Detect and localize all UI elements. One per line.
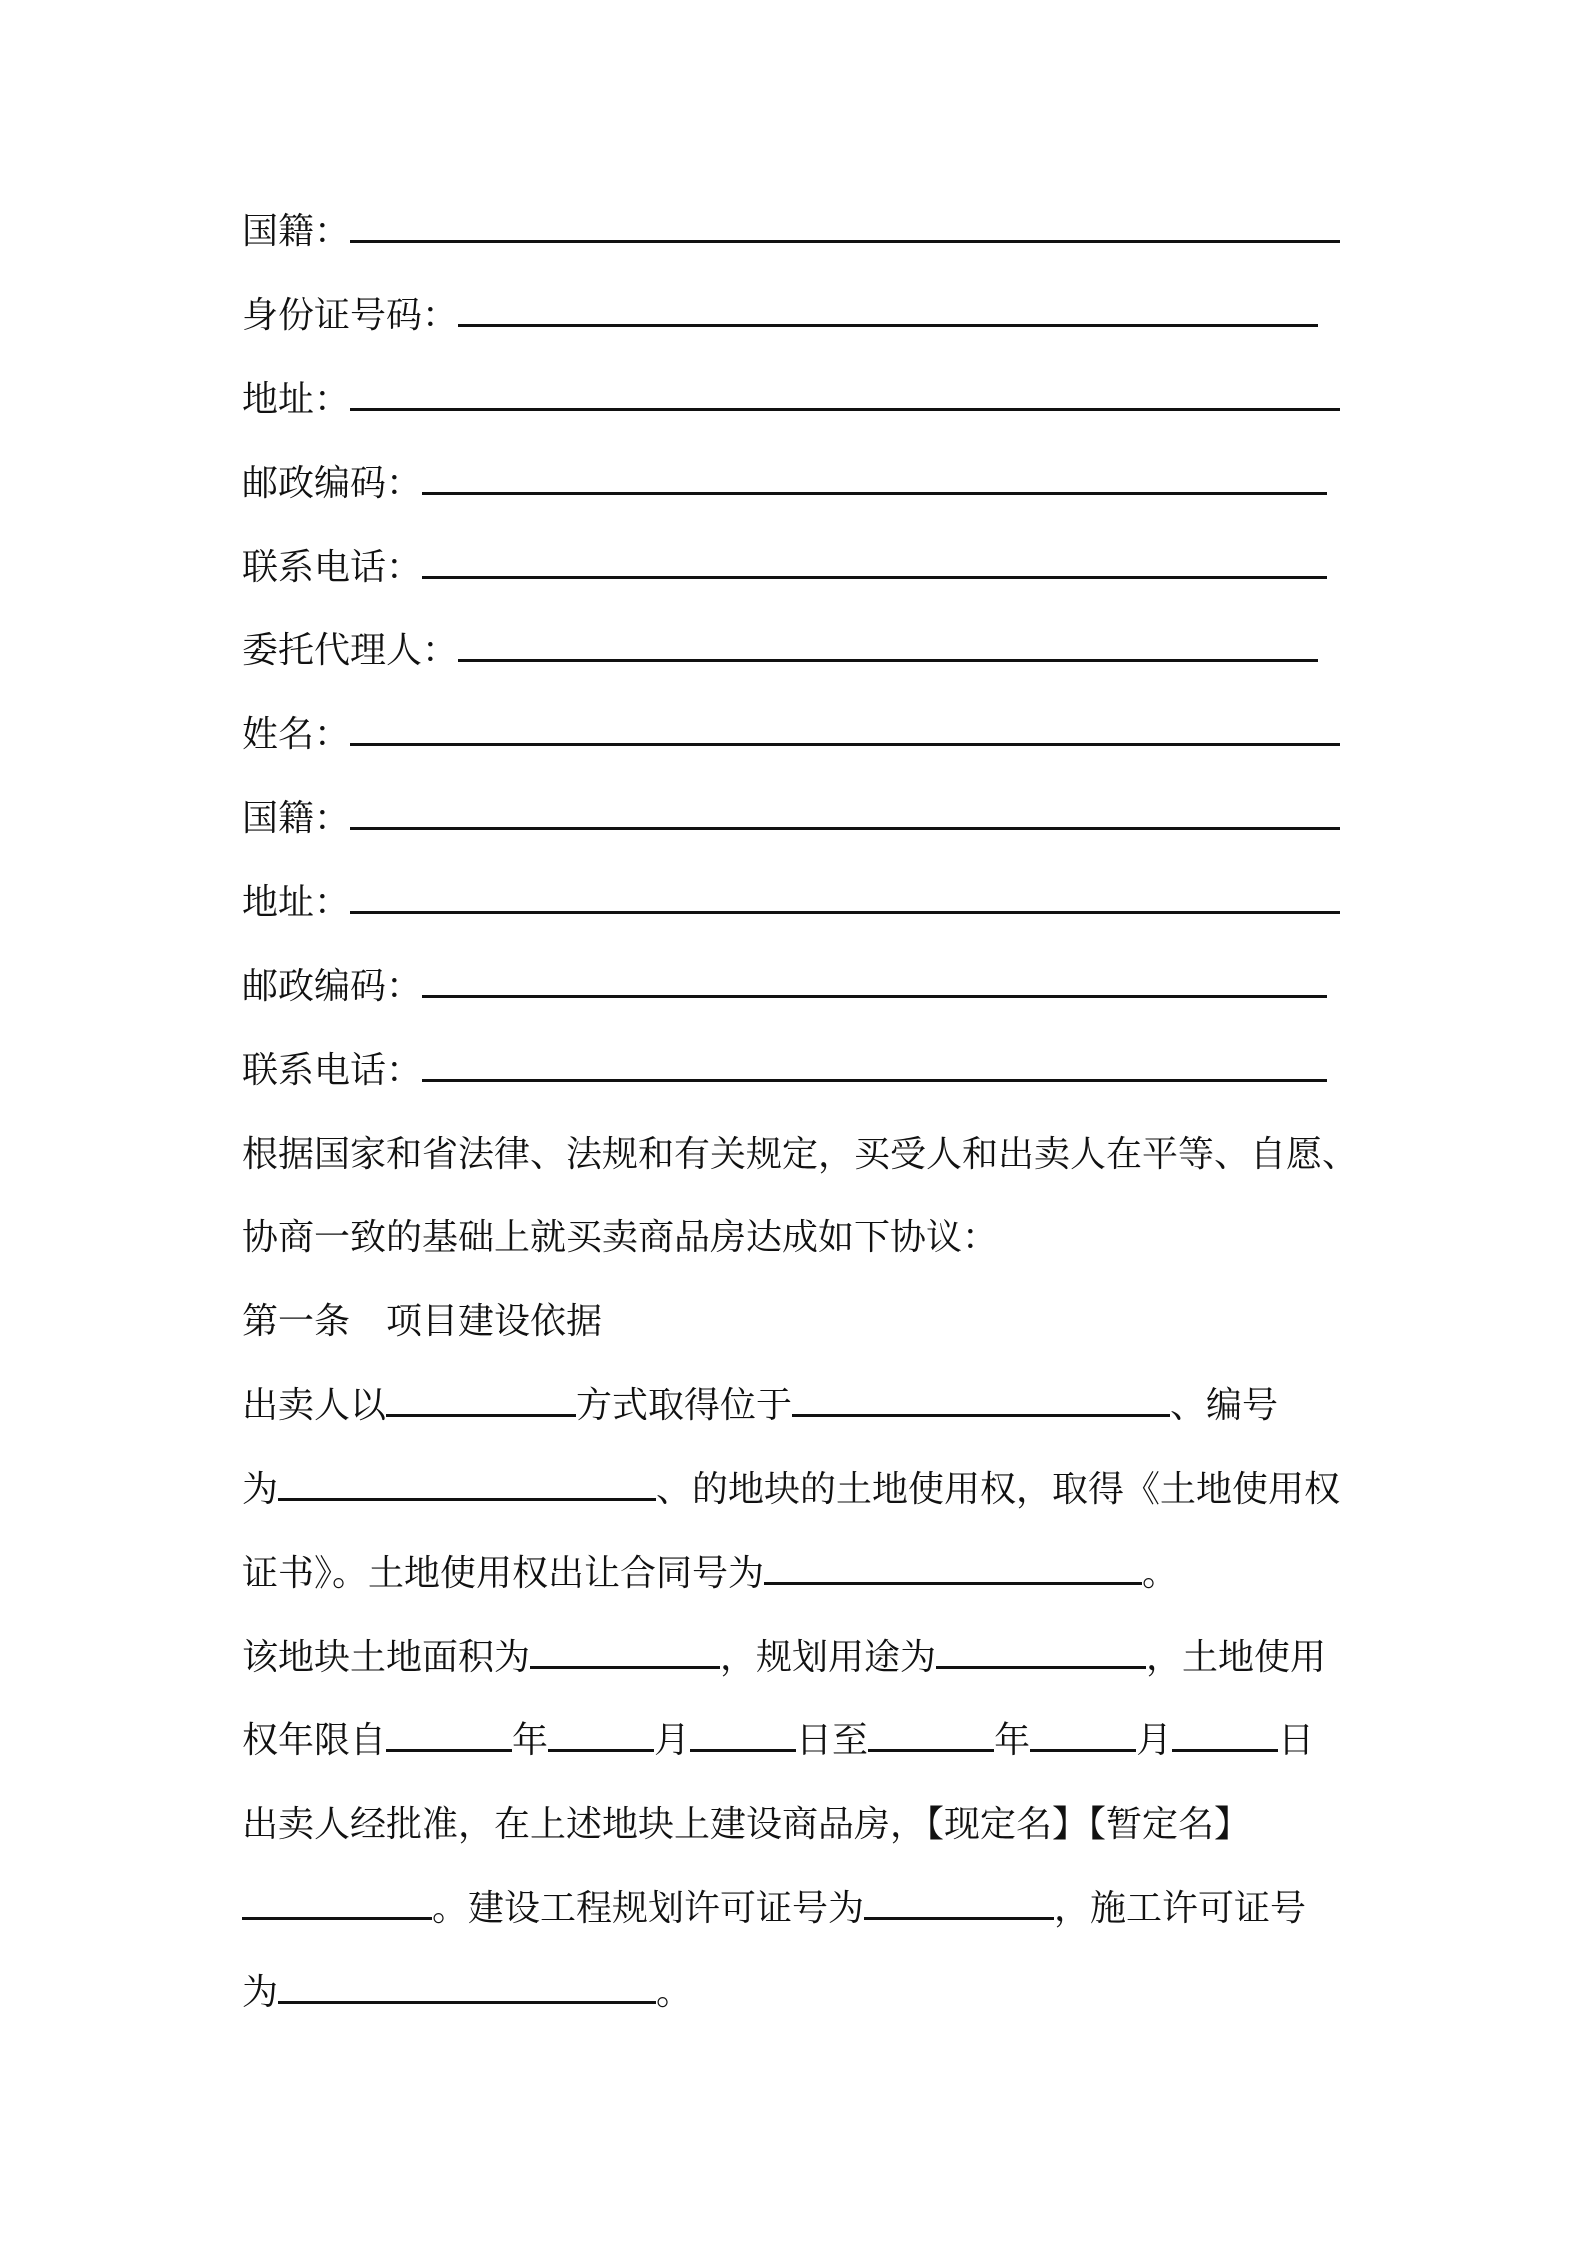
field-id-number [242,292,1318,340]
fill-blank[interactable] [278,1468,656,1501]
paragraph-line-1 [242,1382,1278,1430]
fill-blank[interactable] [864,1887,1054,1920]
paragraph-line-7 [242,1885,1306,1933]
field-label: 国籍： [242,211,351,252]
fill-blank[interactable] [458,294,1318,327]
text-segment: 。 [656,1972,693,2013]
intro-line-2: 协商一致的基础上就买卖商品房达成如下协议： [242,1217,999,1258]
field-postal-code [242,460,1327,508]
text-segment: 日至 [796,1720,869,1761]
paragraph-line-8 [242,1969,692,2017]
text-segment: ，施工许可证号 [1054,1888,1307,1929]
field-label: 地址： [242,882,351,923]
fill-blank[interactable] [242,1887,432,1920]
field-phone-2 [242,1047,1327,1095]
text-segment: 权年限自 [242,1720,387,1761]
fill-blank[interactable] [350,378,1340,411]
intro-line-1: 根据国家和省法律、法规和有关规定，买受人和出卖人在平等、自愿、 [242,1134,1359,1175]
fill-blank[interactable] [422,965,1327,998]
text-segment: 出卖人以 [242,1385,387,1426]
text-segment: 该地块土地面积为 [242,1637,531,1678]
field-nationality [242,208,1340,256]
field-postal-code-2 [242,963,1327,1011]
fill-blank[interactable] [548,1719,654,1752]
text-segment: 、的地块的土地使用权，取得《土地使用权 [656,1469,1341,1510]
fill-blank[interactable] [350,881,1340,914]
text-segment: 月 [654,1720,691,1761]
fill-blank[interactable] [350,210,1340,243]
fill-blank[interactable] [1030,1719,1136,1752]
field-label: 地址： [242,379,351,420]
text-segment: 。 [1142,1553,1179,1594]
text-segment: 为 [242,1972,279,2013]
field-agent [242,627,1318,675]
field-nationality-2 [242,795,1340,843]
fill-blank[interactable] [764,1552,1142,1585]
text-segment: ，规划用途为 [720,1637,937,1678]
fill-blank[interactable] [422,462,1327,495]
paragraph-line-6: 出卖人经批准，在上述地块上建设商品房，【现定名】【暂定名】 [242,1804,1251,1845]
paragraph-line-4 [242,1634,1326,1682]
fill-blank[interactable] [530,1636,720,1669]
field-label: 联系电话： [242,1050,423,1091]
fill-blank[interactable] [386,1384,576,1417]
fill-blank[interactable] [278,1971,656,2004]
fill-blank[interactable] [792,1384,1170,1417]
fill-blank[interactable] [350,713,1340,746]
fill-blank[interactable] [936,1636,1146,1669]
text-segment: 证书》。土地使用权出让合同号为 [242,1553,765,1594]
text-segment: 。建设工程规划许可证号为 [432,1888,865,1929]
fill-blank[interactable] [386,1719,512,1752]
field-label: 国籍： [242,798,351,839]
paragraph-line-3 [242,1550,1178,1598]
paragraph-line-2 [242,1466,1340,1514]
text-segment: 月 [1136,1720,1173,1761]
fill-blank[interactable] [458,629,1318,662]
text-segment: 为 [242,1469,279,1510]
text-segment: 年 [512,1720,549,1761]
fill-blank[interactable] [422,546,1327,579]
fill-blank[interactable] [690,1719,796,1752]
paragraph-line-5 [242,1717,1314,1765]
fill-blank[interactable] [1172,1719,1278,1752]
text-segment: 年 [994,1720,1031,1761]
field-label: 邮政编码： [242,463,423,504]
field-address-2 [242,879,1340,927]
text-segment: 、编号 [1170,1385,1279,1426]
article-1-heading: 第一条 项目建设依据 [242,1301,603,1342]
field-label: 邮政编码： [242,966,423,1007]
text-segment: 日 [1278,1720,1315,1761]
field-label: 身份证号码： [242,295,459,336]
field-name [242,711,1340,759]
fill-blank[interactable] [868,1719,994,1752]
fill-blank[interactable] [350,797,1340,830]
field-address [242,376,1340,424]
field-label: 联系电话： [242,547,423,588]
text-segment: 方式取得位于 [576,1385,793,1426]
field-label: 姓名： [242,714,351,755]
text-segment: ，土地使用 [1146,1637,1327,1678]
field-phone [242,544,1327,592]
fill-blank[interactable] [422,1049,1327,1082]
field-label: 委托代理人： [242,630,459,671]
